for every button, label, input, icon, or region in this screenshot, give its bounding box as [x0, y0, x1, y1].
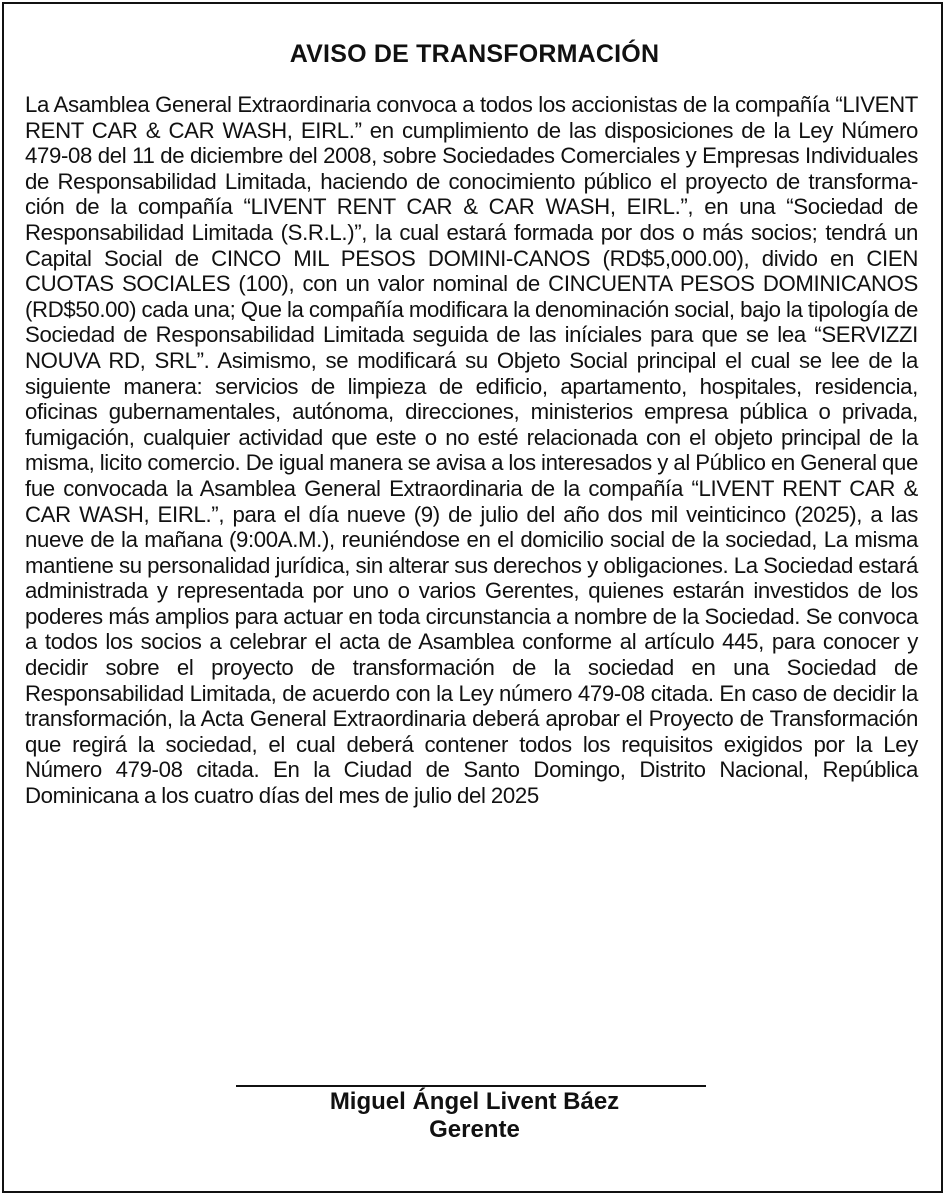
signer-role: Gerente: [429, 1116, 520, 1143]
signature-line: [236, 1085, 706, 1087]
signer-name: Miguel Ángel Livent Báez: [329, 1088, 620, 1115]
notice-body: La Asamblea General Extraordinaria convoca a todos los accionistas de la compañía “LIVENT RENT CAR & CAR WASH, EIRL.” en cumplimiento de las disposiciones de la Ley Número 479-08 del 11 de diciembre del 2008, sobre Sociedades Comerciales y Empresas Individuales de Responsabilidad Limitada, haciendo de conocimiento público el proyecto de transforma-ción de la compañía “LIVENT RENT CAR & CAR WASH, EIRL.”, en una “Sociedad de Responsabilidad Limitada (S.R.L.)”, la cual estará formada por dos o más socios; tendrá un Capital Social de CINCO MIL PESOS DOMINI-CANOS (RD$5,000.00), divido en CIEN CUOTAS SOCIALES (100), con un valor nominal de CINCUENTA PESOS DOMINICANOS (RD$50.00) cada una; Que la compañía modificara la denominación social, bajo la tipología de Sociedad de Responsabilidad Limitada seguida de las iníciales para que se lea “SERVIZZI NOUVA RD, SRL”. Asimismo, se modificará su Objeto Social principal el cual se lee de la siguiente manera: servicios de limpieza de edificio, apartamento, hospitales, residencia, oficinas gubernamentales, autónoma, direcciones, ministerios empresa pública o privada, fumigación, cualquier actividad que este o no esté relacionada con el objeto principal de la misma, licito comercio. De igual manera se avisa a los interesados y al Público en General que fue convocada la Asamblea General Extraordinaria de la compañía “LIVENT RENT CAR & CAR WASH, EIRL.”, para el día nueve (9) de julio del año dos mil veinticinco (2025), a las nueve de la mañana (9:00A.M.), reuniéndose en el domicilio social de la sociedad, La misma mantiene su personalidad jurídica, sin alterar sus derechos y obligaciones. La Sociedad estará administrada y representada por uno o varios Gerentes, quienes estarán investidos de los poderes más amplios para actuar en toda circunstancia a nombre de la Sociedad. Se convoca a todos los socios a celebrar el acta de Asamblea conforme al artículo 445, para conocer y decidir sobre el proyecto de transformación de la sociedad en una Sociedad de Responsabilidad Limitada, de acuerdo con la Ley número 479-08 citada. En caso de decidir la transformación, la Acta General Extraordinaria deberá aprobar el Proyecto de Transformación que regirá la sociedad, el cual deberá contener todos los requisitos exigidos por la Ley Número 479-08 citada. En la Ciudad de Santo Domingo, Distrito Nacional, República Dominicana a los cuatro días del mes de julio del 2025: [25, 92, 918, 809]
notice-title: AVISO DE TRANSFORMACIÓN: [289, 40, 660, 68]
